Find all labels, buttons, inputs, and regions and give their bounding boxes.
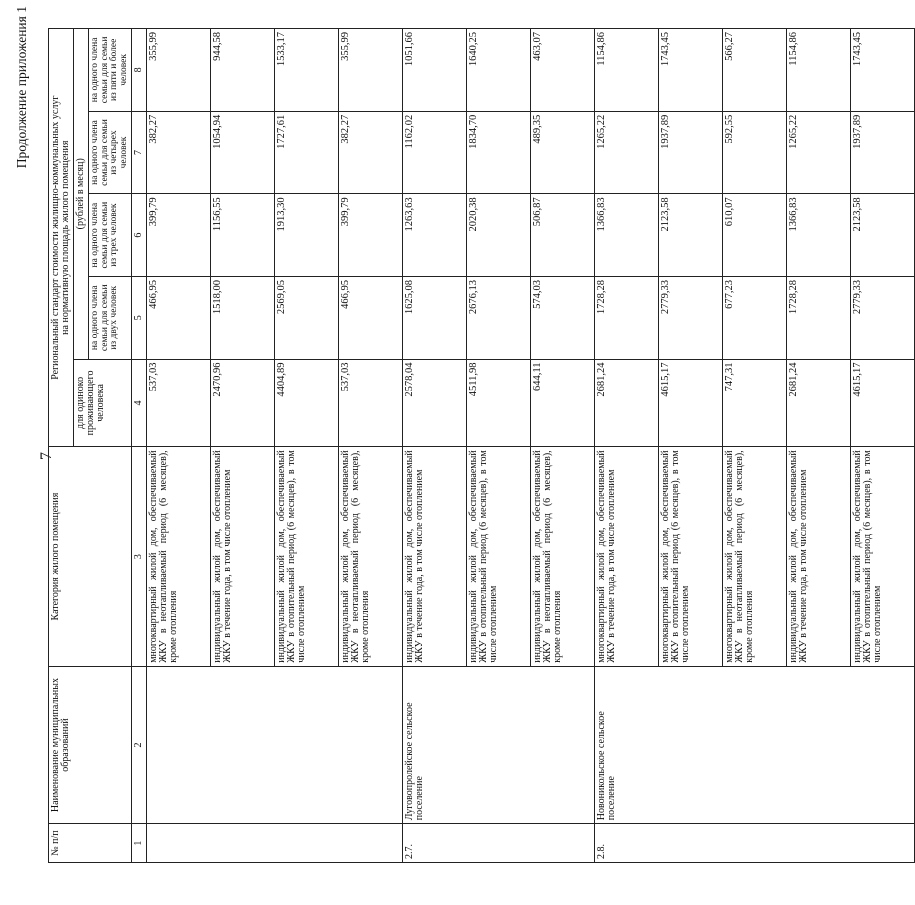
value-family-4: 489,35: [531, 111, 595, 194]
value-family-3: 506,87: [531, 194, 595, 277]
row-num: 2.7.: [403, 824, 595, 863]
header-category: Категория жилого помещения: [49, 447, 132, 666]
value-family-5: 1051,66: [403, 29, 467, 112]
value-family-4: 382,27: [147, 111, 211, 194]
header-standard-line2: на нормативную площадь жилого помещения: [60, 140, 71, 335]
continuation-label: Продолжение приложения 1: [14, 6, 29, 169]
table-row: [147, 29, 211, 863]
column-number: 6: [132, 194, 147, 277]
value-family-4: 1054,94: [211, 111, 275, 194]
value-single: 747,31: [723, 359, 787, 447]
value-family-4: 1937,89: [851, 111, 915, 194]
value-single: 2470,96: [211, 359, 275, 447]
row-category: индивидуальный жилой дом, обеспечиваемый ЖКУ в течение года, в том числе отоплением: [403, 447, 467, 666]
value-family-3: 399,79: [147, 194, 211, 277]
value-single: 4615,17: [851, 359, 915, 447]
value-family-3: 2123,58: [851, 194, 915, 277]
value-single: 537,03: [339, 359, 403, 447]
value-single: 4615,17: [659, 359, 723, 447]
row-category: индивидуальный жилой дом, обеспечиваемый ЖКУ в течение года, в том числе отоплением: [787, 447, 851, 666]
page-number: 7: [38, 452, 55, 460]
column-number: 7: [132, 111, 147, 194]
value-family-5: 1640,25: [467, 29, 531, 112]
value-single: 2681,24: [787, 359, 851, 447]
table-row: [595, 29, 659, 863]
value-family-4: 1265,22: [595, 111, 659, 194]
column-number: 5: [132, 276, 147, 359]
header-family-2: на одного члена семьи для семьи из двух человек: [89, 276, 132, 359]
row-category: многоквартирный жилой дом, обеспечиваемый ЖКУ в течение года, в том числе отоплением: [595, 447, 659, 666]
column-number: 1: [132, 824, 147, 863]
value-single: 4511,98: [467, 359, 531, 447]
row-category: индивидуальный жилой дом, обеспечиваемый ЖКУ в неотапливаемый период (6 месяцев), кроме отопления: [339, 447, 403, 666]
value-family-5: 463,07: [531, 29, 595, 112]
column-number: 4: [132, 359, 147, 447]
row-category: многоквартирный жилой дом, обеспечиваемый ЖКУ в неотапливаемый период (6 месяцев), кроме отопления: [723, 447, 787, 666]
value-family-5: 1154,86: [595, 29, 659, 112]
header-standard-unit: (рублей в месяц): [74, 29, 89, 360]
row-municipality: [147, 666, 403, 824]
value-family-3: 2123,58: [659, 194, 723, 277]
value-family-5: 1154,86: [787, 29, 851, 112]
value-family-4: 1265,22: [787, 111, 851, 194]
header-single: для одиноко проживающего человека: [74, 359, 132, 447]
value-family-3: 2020,38: [467, 194, 531, 277]
value-family-4: 382,27: [339, 111, 403, 194]
header-standard-line1: Региональный стандарт стоимости жилищно-коммунальных услуг: [50, 95, 61, 380]
value-family-2: 1728,28: [787, 276, 851, 359]
row-category: многоквартирный жилой дом, обеспечиваемый ЖКУ в неотапливаемый период (6 месяцев), кроме отопления: [147, 447, 211, 666]
value-family-5: 1743,45: [659, 29, 723, 112]
value-family-5: 355,99: [147, 29, 211, 112]
value-family-4: 1937,89: [659, 111, 723, 194]
header-num: № п/п: [49, 824, 132, 863]
value-single: 4404,89: [275, 359, 339, 447]
header-municipality: Наименование муниципальных образований: [49, 666, 132, 824]
value-family-2: 2676,13: [467, 276, 531, 359]
value-single: 2681,24: [595, 359, 659, 447]
header-family-3: на одного члена семьи для семьи из трех человек: [89, 194, 132, 277]
row-category: индивидуальный жилой дом, обеспечиваемый ЖКУ в отопительный период (6 месяцев), в том числе отоплением: [851, 447, 915, 666]
value-family-5: 1533,17: [275, 29, 339, 112]
row-category: индивидуальный жилой дом, обеспечиваемый ЖКУ в неотапливаемый период (6 месяцев), кроме отопления: [531, 447, 595, 666]
value-family-2: 1518,00: [211, 276, 275, 359]
column-number: 8: [132, 29, 147, 112]
table-row: [403, 29, 467, 863]
value-family-2: 1728,28: [595, 276, 659, 359]
value-family-5: 1743,45: [851, 29, 915, 112]
value-family-3: 1913,30: [275, 194, 339, 277]
row-category: индивидуальный жилой дом, обеспечиваемый ЖКУ в отопительный период (6 месяцев), в том числе отоплением: [275, 447, 339, 666]
row-category: индивидуальный жилой дом, обеспечиваемый ЖКУ в отопительный период (6 месяцев), в том числе отоплением: [467, 447, 531, 666]
value-family-3: 1366,83: [787, 194, 851, 277]
value-single: 2578,04: [403, 359, 467, 447]
header-family-4: на одного члена семьи для семьи из четырех человек: [89, 111, 132, 194]
value-family-2: 677,23: [723, 276, 787, 359]
value-family-2: 466,95: [339, 276, 403, 359]
value-family-2: 1625,08: [403, 276, 467, 359]
housing-cost-table: [48, 28, 915, 863]
value-family-3: 1366,83: [595, 194, 659, 277]
row-num: [147, 824, 403, 863]
value-single: 644,11: [531, 359, 595, 447]
value-family-4: 1727,61: [275, 111, 339, 194]
value-family-3: 1156,55: [211, 194, 275, 277]
value-family-4: 592,55: [723, 111, 787, 194]
value-family-2: 466,95: [147, 276, 211, 359]
value-family-5: 355,99: [339, 29, 403, 112]
value-family-2: 2779,33: [851, 276, 915, 359]
value-family-3: 1263,63: [403, 194, 467, 277]
value-family-4: 1834,70: [467, 111, 531, 194]
value-family-2: 2779,33: [659, 276, 723, 359]
value-family-3: 610,07: [723, 194, 787, 277]
row-num: 2.8.: [595, 824, 915, 863]
row-category: многоквартирный жилой дом, обеспечиваемый ЖКУ в отопительный период (6 месяцев), в том числе отоплением: [659, 447, 723, 666]
value-family-3: 399,79: [339, 194, 403, 277]
value-family-5: 566,27: [723, 29, 787, 112]
row-municipality: Луговопролейское сельское поселение: [403, 666, 595, 824]
value-family-5: 944,58: [211, 29, 275, 112]
column-number-row: [132, 29, 147, 863]
column-number: 2: [132, 666, 147, 824]
header-family-5: на одного члена семьи для семьи из пяти и более человек: [89, 29, 132, 112]
value-family-2: 574,03: [531, 276, 595, 359]
row-category: индивидуальный жилой дом, обеспечиваемый ЖКУ в течение года, в том числе отоплением: [211, 447, 275, 666]
value-family-4: 1162,02: [403, 111, 467, 194]
column-number: 3: [132, 447, 147, 666]
row-municipality: Новоникольское сельское поселение: [595, 666, 915, 824]
value-family-2: 2569,05: [275, 276, 339, 359]
header-standard: [49, 29, 74, 447]
value-single: 537,03: [147, 359, 211, 447]
